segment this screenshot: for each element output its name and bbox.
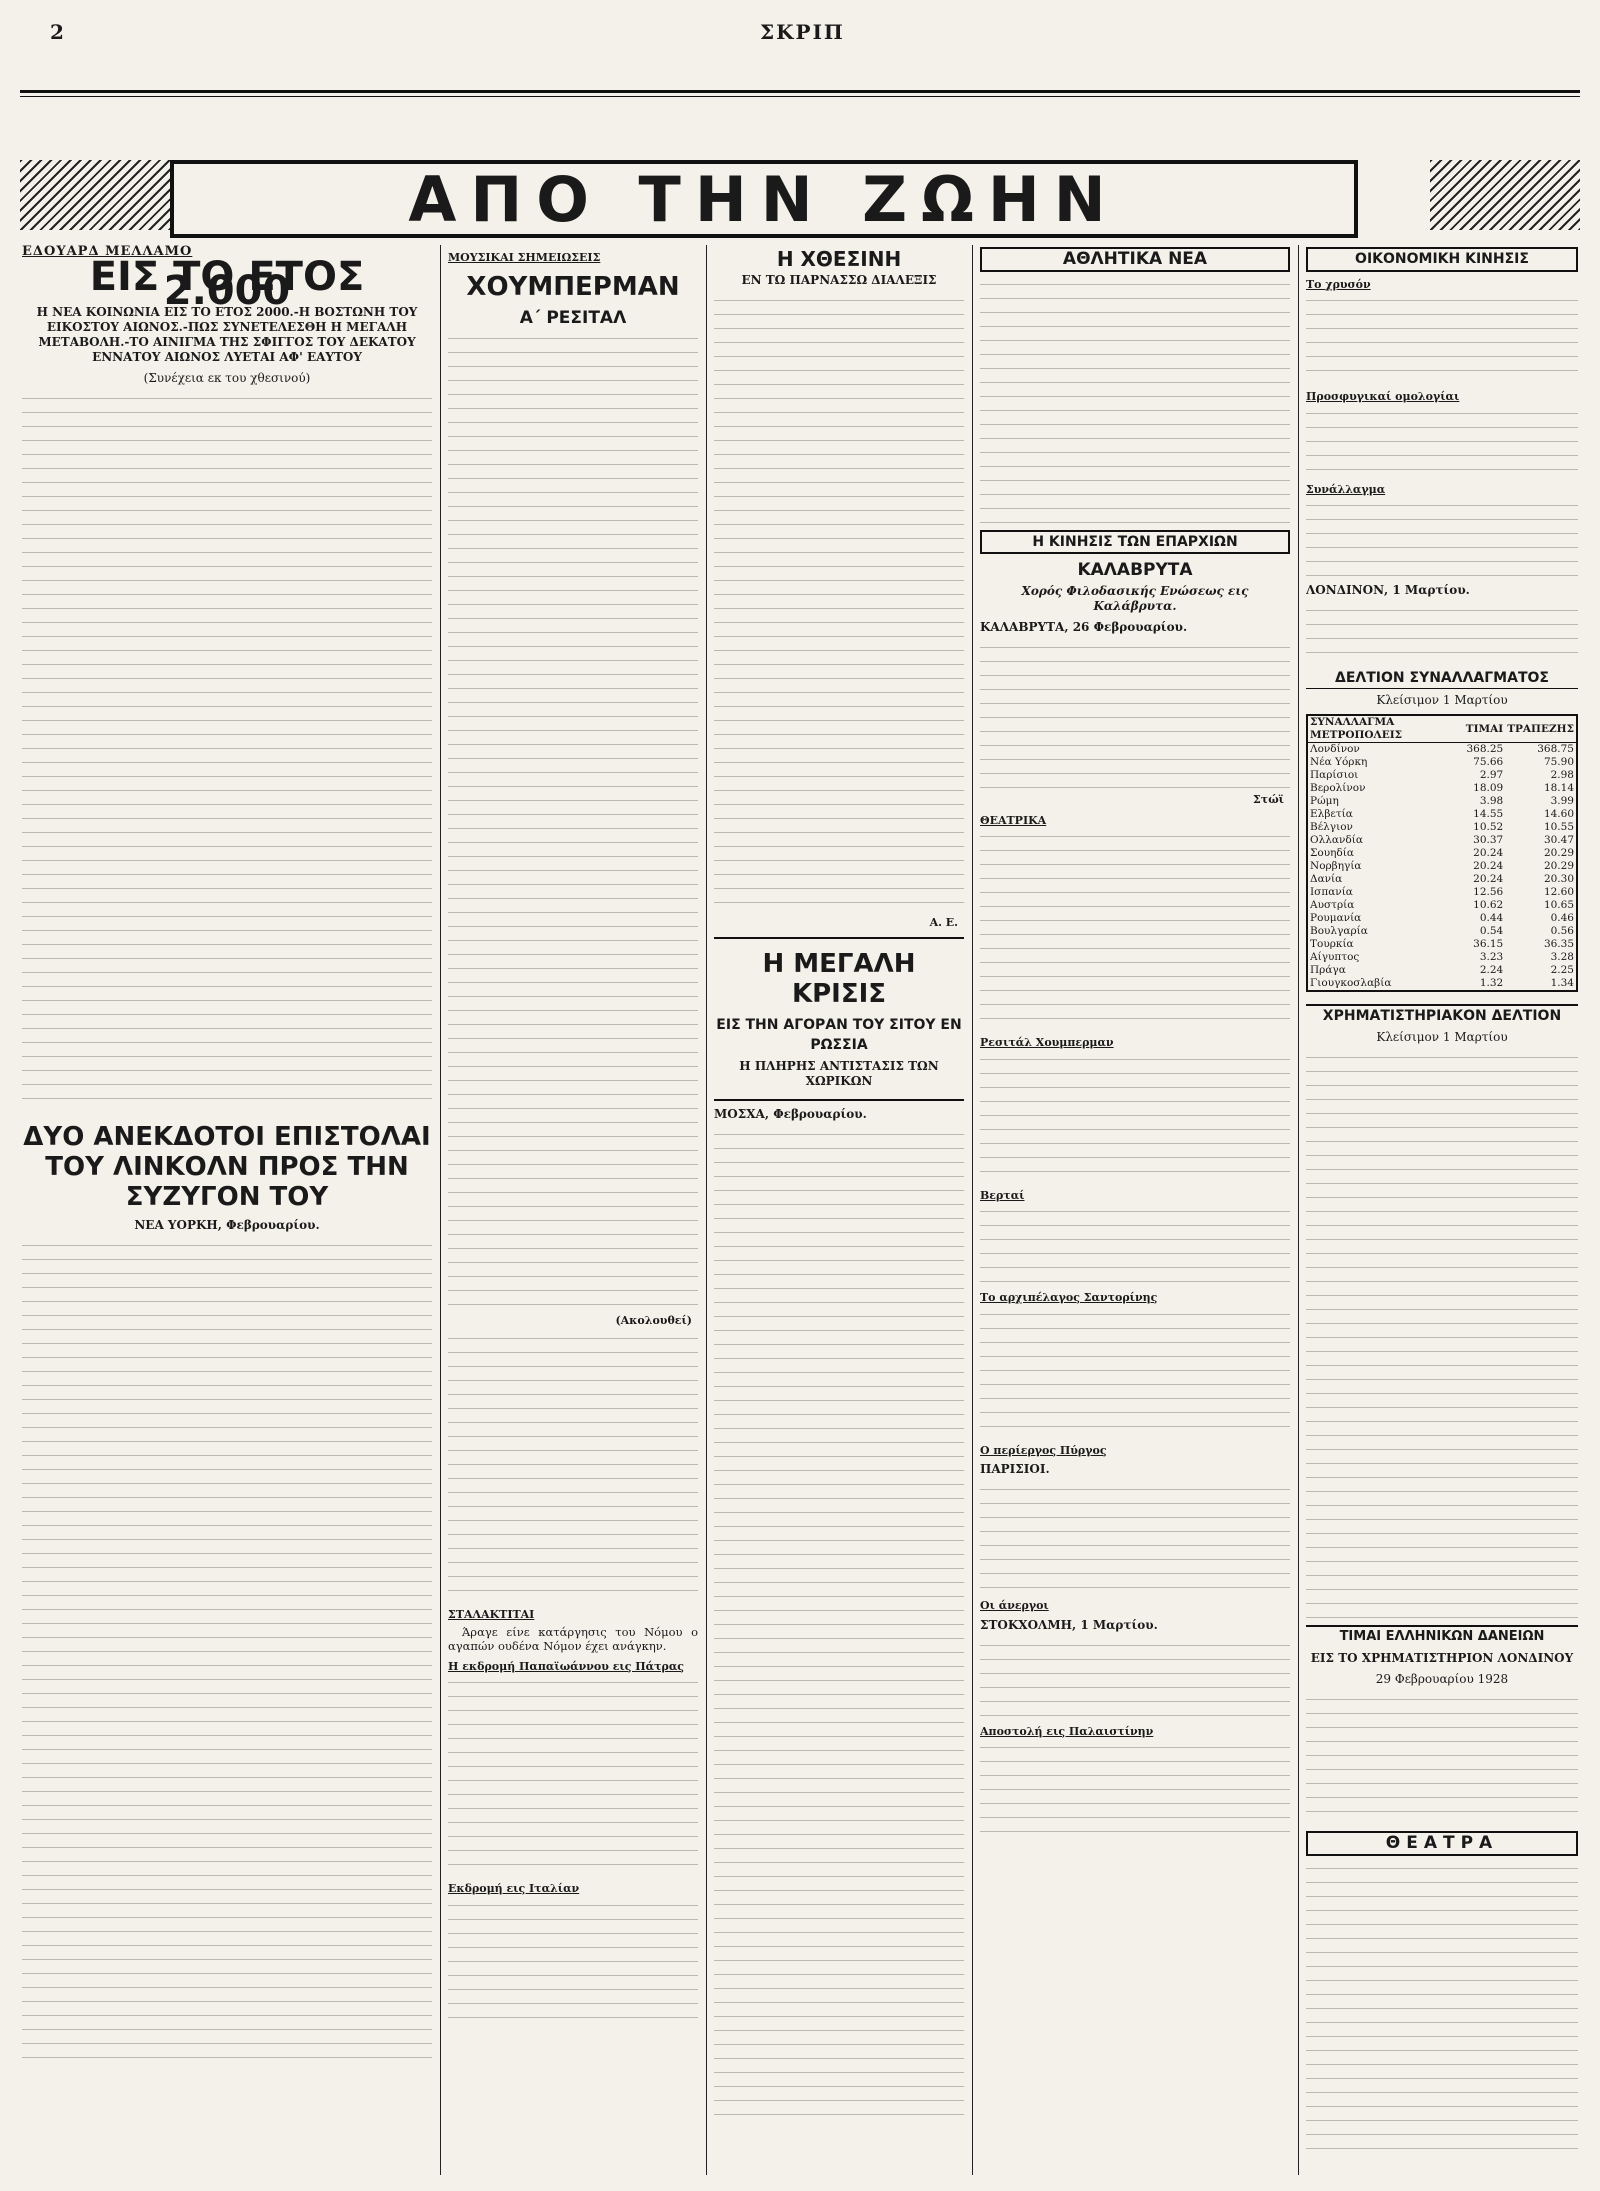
fx-price-cell: 3.98 bbox=[1479, 795, 1504, 807]
byline: ΕΔΟΥΑΡΔ ΜΕΛΛΑΜΟ bbox=[22, 245, 193, 259]
crisis-title: Η ΜΕΓΑΛΗ ΚΡΙΣΙΣ bbox=[762, 948, 916, 1009]
recital-body-text bbox=[980, 1053, 1290, 1183]
fx-date: Κλείσιμον 1 Μαρτίου bbox=[1376, 693, 1508, 707]
column-divider-3 bbox=[972, 245, 973, 2175]
fx-bank-cell: 14.60 bbox=[1543, 808, 1574, 820]
london-body-text bbox=[1306, 604, 1578, 664]
recital-head: Ρεσιτάλ Χουμπερμαν bbox=[980, 1036, 1114, 1049]
loans-subtitle: ΕΙΣ ΤΟ ΧΡΗΜΑΤΙΣΤΗΡΙΟΝ ΛΟΝΔΙΝΟΥ bbox=[1310, 1651, 1574, 1665]
fx-row bbox=[1307, 808, 1577, 821]
fx-city-cell: Ισπανία bbox=[1310, 886, 1353, 898]
fx-row bbox=[1307, 769, 1577, 782]
fx-header-price: ΤΙΜΑΙ bbox=[1464, 715, 1505, 743]
fx-row bbox=[1307, 964, 1577, 977]
fx-price-cell: 36.15 bbox=[1473, 938, 1504, 950]
fx-row bbox=[1307, 743, 1577, 757]
theatre-body-text bbox=[980, 830, 1290, 1030]
theatre-head: ΘΕΑΤΡΙΚΑ bbox=[980, 813, 1047, 827]
fx-city-cell: Αίγυπτος bbox=[1310, 951, 1360, 963]
santorini-body-text bbox=[980, 1308, 1290, 1438]
exchange-head: Συνάλλαγμα bbox=[1306, 482, 1386, 496]
music-title: ΧΟΥΜΠΕΡΜΑΝ bbox=[466, 271, 680, 302]
fx-bank-cell: 0.56 bbox=[1550, 925, 1574, 937]
fx-city-cell: Δανία bbox=[1310, 873, 1343, 885]
article-body-text bbox=[22, 392, 432, 1112]
town-subtitle: Χορός Φιλοδασικής Ενώσεως εις Καλάβρυτα. bbox=[1021, 584, 1249, 613]
fx-row bbox=[1307, 873, 1577, 886]
fx-price-cell: 368.25 bbox=[1466, 743, 1504, 755]
stalaktitai-head: ΣΤΑΛΑΚΤΙΤΑΙ bbox=[448, 1608, 535, 1621]
fx-bank-cell: 20.29 bbox=[1543, 847, 1574, 859]
column-5 bbox=[1306, 245, 1578, 2175]
crisis-kicker: Η ΠΛΗΡΗΣ ΑΝΤΙΣΤΑΣΙΣ ΤΩΝ ΧΩΡΙΚΩΝ bbox=[739, 1058, 939, 1088]
fx-price-cell: 30.37 bbox=[1473, 834, 1504, 846]
lecture-body-text bbox=[714, 294, 964, 914]
quote-body-text bbox=[448, 1332, 698, 1602]
fx-table bbox=[1306, 714, 1578, 992]
banner-title: ΑΠΟ ΤΗΝ ΖΩΗΝ bbox=[408, 162, 1120, 236]
gold-head: Το χρυσόν bbox=[1306, 277, 1371, 291]
fx-city-cell: Παρίσιοι bbox=[1310, 769, 1359, 781]
fx-bank-cell: 368.75 bbox=[1537, 743, 1574, 755]
fx-bank-cell: 0.46 bbox=[1550, 912, 1574, 924]
exchange-body-text bbox=[1306, 499, 1578, 579]
fx-price-cell: 20.24 bbox=[1473, 860, 1504, 872]
fx-bank-cell: 10.65 bbox=[1543, 899, 1574, 911]
fx-price-cell: 20.24 bbox=[1473, 847, 1504, 859]
column-divider-4 bbox=[1298, 245, 1299, 2175]
fx-bank-cell: 2.98 bbox=[1550, 769, 1574, 781]
fx-city-cell: Βουλγαρία bbox=[1310, 925, 1368, 937]
fx-city-cell: Ελβετία bbox=[1310, 808, 1353, 820]
fx-price-cell: 0.44 bbox=[1479, 912, 1504, 924]
stockholm-dateline: ΣΤΟΚΧΟΛΜΗ, 1 Μαρτίου. bbox=[980, 1617, 1158, 1632]
section-banner bbox=[170, 160, 1358, 238]
pyrgos-body-text bbox=[980, 1483, 1290, 1593]
palestine-body-text bbox=[980, 1741, 1290, 1841]
gold-body-text bbox=[1306, 294, 1578, 384]
fx-city-cell: Νορβηγία bbox=[1310, 860, 1362, 872]
fx-row bbox=[1307, 860, 1577, 873]
fx-bank-cell: 10.55 bbox=[1543, 821, 1574, 833]
fx-row bbox=[1307, 899, 1577, 912]
fx-city-cell: Λονδίνον bbox=[1310, 743, 1360, 755]
fx-row bbox=[1307, 795, 1577, 808]
paper-name: ΣΚΡΙΠ bbox=[760, 20, 845, 44]
fx-bank-cell: 18.14 bbox=[1543, 782, 1574, 794]
palestine-head: Αποστολή εις Παλαιστίνην bbox=[980, 1724, 1154, 1738]
fx-header-bank: ΤΡΑΠΕΖΗΣ bbox=[1505, 715, 1577, 743]
lecture-signature: Α. Ε. bbox=[929, 916, 958, 929]
fx-row bbox=[1307, 925, 1577, 938]
page-number: 2 bbox=[50, 20, 64, 44]
fx-header-city: ΣΥΝΑΛΛΑΓΜΑ ΜΕΤΡΟΠΟΛΕΙΣ bbox=[1307, 715, 1464, 743]
fx-bank-cell: 3.28 bbox=[1550, 951, 1574, 963]
column-1 bbox=[22, 245, 432, 2175]
fx-row bbox=[1307, 847, 1577, 860]
music-signature: (Ακολουθεί) bbox=[615, 1313, 692, 1327]
pyrgos-head: Ο περίεργος Πύργος bbox=[980, 1443, 1107, 1457]
fx-city-cell: Τουρκία bbox=[1310, 938, 1354, 950]
fx-price-cell: 2.24 bbox=[1479, 964, 1504, 976]
fx-bank-cell: 1.34 bbox=[1550, 977, 1574, 989]
fx-price-cell: 75.66 bbox=[1473, 756, 1504, 768]
fx-bank-cell: 12.60 bbox=[1543, 886, 1574, 898]
fx-price-cell: 2.97 bbox=[1479, 769, 1504, 781]
fx-row bbox=[1307, 756, 1577, 769]
town-title: ΚΑΛΑΒΡΥΤΑ bbox=[1077, 560, 1193, 580]
fx-row bbox=[1307, 821, 1577, 834]
stock-title: ΧΡΗΜΑΤΙΣΤΗΡΙΑΚΟΝ ΔΕΛΤΙΟΝ bbox=[1306, 1004, 1578, 1026]
letters-body-text bbox=[22, 1239, 432, 2059]
unemployed-head: Οι άνεργοι bbox=[980, 1599, 1049, 1612]
stock-listing-text bbox=[1306, 1051, 1578, 1621]
fx-price-cell: 18.09 bbox=[1473, 782, 1504, 794]
column-4 bbox=[980, 245, 1290, 2175]
banner-ornament-left bbox=[20, 160, 170, 230]
banner-ornament-right bbox=[1430, 160, 1580, 230]
top-rule bbox=[20, 90, 1580, 93]
fx-price-cell: 10.62 bbox=[1473, 899, 1504, 911]
fx-price-cell: 3.23 bbox=[1479, 951, 1504, 963]
lecture-subtitle: ΕΝ ΤΩ ΠΑΡΝΑΣΣΩ ΔΙΑΛΕΞΙΣ bbox=[741, 273, 937, 287]
fx-bank-cell: 36.35 bbox=[1543, 938, 1574, 950]
fx-row bbox=[1307, 977, 1577, 991]
fx-city-cell: Ρουμανία bbox=[1310, 912, 1362, 924]
fx-price-cell: 12.56 bbox=[1473, 886, 1504, 898]
fx-city-cell: Σουηδία bbox=[1310, 847, 1354, 859]
fx-row bbox=[1307, 912, 1577, 925]
santorini-head: Το αρχιπέλαγος Σαντορίνης bbox=[980, 1291, 1158, 1304]
letters-dateline: ΝΕΑ ΥΟΡΚΗ, Φεβρουαρίου. bbox=[134, 1217, 320, 1232]
fx-city-cell: Γιουγκοσλαβία bbox=[1310, 977, 1392, 989]
trip-head: Η εκδρομή Παπαϊωάννου εις Πάτρας bbox=[448, 1659, 684, 1673]
article-title: ΕΙΣ ΤΟ ΕΤΟΣ 2.000 bbox=[89, 253, 365, 314]
stock-date: Κλείσιμον 1 Μαρτίου bbox=[1376, 1030, 1508, 1044]
stalaktitai-text: Άραγε είνε κατάργησις του Νόμου ο αγαπών ουδένα Νόμον έχει ανάγκην. bbox=[448, 1624, 698, 1653]
vertai-body-text bbox=[980, 1205, 1290, 1285]
loans-listing-text bbox=[1306, 1693, 1578, 1823]
music-body-text bbox=[448, 332, 698, 1312]
vertai-head: Βερταί bbox=[980, 1188, 1025, 1202]
sports-body-text bbox=[980, 278, 1290, 528]
fx-price-cell: 20.24 bbox=[1473, 873, 1504, 885]
letters-title: ΔΥΟ ΑΝΕΚΔΟΤΟΙ ΕΠΙΣΤΟΛΑΙ ΤΟΥ ΛΙΝΚΟΛΝ ΠΡΟΣ ΤΗΝ ΣΥΖΥΓΟΝ ΤΟΥ bbox=[23, 1121, 431, 1212]
fx-city-cell: Νέα Υόρκη bbox=[1310, 756, 1368, 768]
fx-city-cell: Πράγα bbox=[1310, 964, 1346, 976]
fx-bank-cell: 20.30 bbox=[1543, 873, 1574, 885]
fx-row bbox=[1307, 782, 1577, 795]
top-rule-thin bbox=[20, 96, 1580, 97]
italy-body-text bbox=[448, 1899, 698, 2019]
crisis-dateline: ΜΟΣΧΑ, Φεβρουαρίου. bbox=[714, 1106, 867, 1121]
fx-bank-cell: 2.25 bbox=[1550, 964, 1574, 976]
fx-city-cell: Ρώμη bbox=[1310, 795, 1339, 807]
loans-title: ΤΙΜΑΙ ΕΛΛΗΝΙΚΩΝ ΔΑΝΕΙΩΝ bbox=[1306, 1625, 1578, 1647]
provinces-title: Η ΚΙΝΗΣΙΣ ΤΩΝ ΕΠΑΡΧΙΩΝ bbox=[980, 530, 1290, 555]
loans-date: 29 Φεβρουαρίου 1928 bbox=[1375, 1672, 1509, 1686]
column-2 bbox=[448, 245, 698, 2175]
fx-title: ΔΕΛΤΙΟΝ ΣΥΝΑΛΛΑΓΜΑΤΟΣ bbox=[1306, 668, 1578, 689]
fx-row bbox=[1307, 951, 1577, 964]
fx-price-cell: 0.54 bbox=[1479, 925, 1504, 937]
paris-dateline: ΠΑΡΙΣΙΟΙ. bbox=[980, 1462, 1050, 1476]
fx-row bbox=[1307, 938, 1577, 951]
music-kicker: ΜΟΥΣΙΚΑΙ ΣΗΜΕΙΩΣΕΙΣ bbox=[448, 251, 601, 264]
fx-bank-cell: 3.99 bbox=[1550, 795, 1574, 807]
fx-row bbox=[1307, 834, 1577, 847]
lecture-title: Η ΧΘΕΣΙΝΗ bbox=[776, 247, 902, 271]
column-divider-1 bbox=[440, 245, 441, 2175]
column-divider-2 bbox=[706, 245, 707, 2175]
fx-price-cell: 1.32 bbox=[1479, 977, 1504, 989]
fx-bank-cell: 75.90 bbox=[1543, 756, 1574, 768]
town-dateline: ΚΑΛΑΒΡΥΤΑ, 26 Φεβρουαρίου. bbox=[980, 620, 1188, 634]
italy-head: Εκδρομή εις Ιταλίαν bbox=[448, 1882, 580, 1895]
fx-bank-cell: 20.29 bbox=[1543, 860, 1574, 872]
crisis-body-text bbox=[714, 1128, 964, 2128]
fx-row bbox=[1307, 886, 1577, 899]
town-body-text bbox=[980, 641, 1290, 791]
fx-city-cell: Βέλγιον bbox=[1310, 821, 1353, 833]
theatres-title: ΘΕΑΤΡΑ bbox=[1306, 1831, 1578, 1856]
bonds-head: Προσφυγικαί ομολογίαι bbox=[1306, 390, 1460, 403]
music-subtitle: Α΄ ΡΕΣΙΤΑΛ bbox=[519, 307, 627, 328]
crisis-header-box bbox=[714, 937, 964, 1101]
fx-bank-cell: 30.47 bbox=[1543, 834, 1574, 846]
fx-city-cell: Βερολίνον bbox=[1310, 782, 1366, 794]
london-dateline: ΛΟΝΔΙΝΟΝ, 1 Μαρτίου. bbox=[1306, 583, 1470, 597]
bonds-body-text bbox=[1306, 407, 1578, 477]
fx-city-cell: Ολλανδία bbox=[1310, 834, 1363, 846]
fx-city-cell: Αυστρία bbox=[1310, 899, 1355, 911]
trip-body-text bbox=[448, 1676, 698, 1876]
masthead bbox=[20, 8, 1580, 48]
continued-note: (Συνέχεια εκ του χθεσινού) bbox=[143, 370, 311, 385]
fx-price-cell: 14.55 bbox=[1473, 808, 1504, 820]
unemployed-body-text bbox=[980, 1639, 1290, 1719]
sports-title: ΑΘΛΗΤΙΚΑ ΝΕΑ bbox=[980, 247, 1290, 272]
fx-header-row bbox=[1307, 715, 1577, 743]
fx-price-cell: 10.52 bbox=[1473, 821, 1504, 833]
econ-title: ΟΙΚΟΝΟΜΙΚΗ ΚΙΝΗΣΙΣ bbox=[1306, 247, 1578, 272]
crisis-subtitle: ΕΙΣ ΤΗΝ ΑΓΟΡΑΝ ΤΟΥ ΣΙΤΟΥ ΕΝ ΡΩΣΣΙΑ bbox=[716, 1016, 962, 1053]
column-3 bbox=[714, 245, 964, 2175]
article-subtitle: Η ΝΕΑ ΚΟΙΝΩΝΙΑ ΕΙΣ ΤΟ ΕΤΟΣ 2000.-Η ΒΟΣΤΩΝΗ ΤΟΥ ΕΙΚΟΣΤΟΥ ΑΙΩΝΟΣ.-ΠΩΣ ΣΥΝΕΤΕΛΕΣΘΗ Η ΜΕΓΑΛΗ ΜΕΤΑΒΟΛΗ.-ΤΟ ΑΙΝΙΓΜΑ ΤΗΣ ΣΦΙΓΓΟΣ ΤΟΥ ΔΕΚΑΤΟΥ ΕΝΝΑΤΟΥ ΑΙΩΝΟΣ ΛΥΕΤΑΙ ΑΦ' ΕΑΥΤΟΥ bbox=[36, 304, 418, 364]
town-signature: Στώϊ bbox=[1253, 793, 1284, 806]
theatres-listing-text bbox=[1306, 1862, 1578, 2162]
